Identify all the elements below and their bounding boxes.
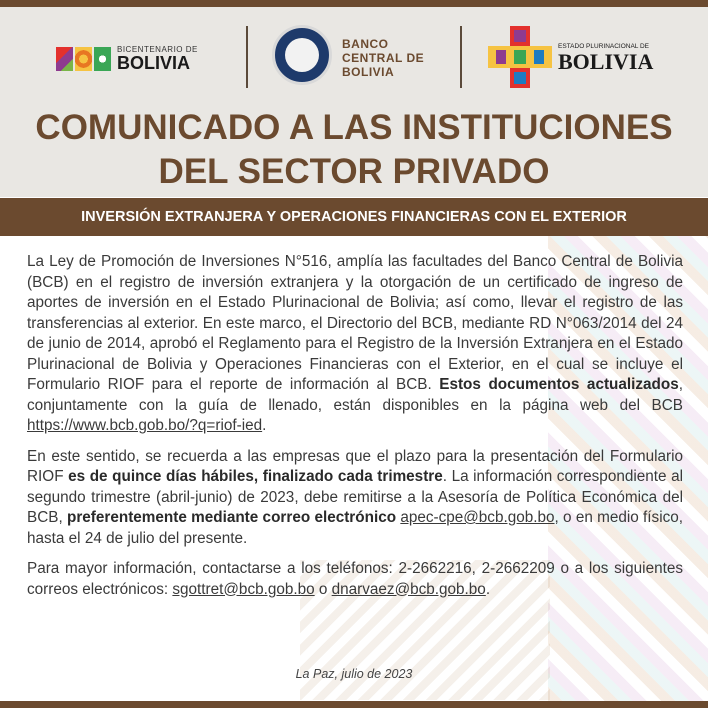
section-banner: INVERSIÓN EXTRANJERA Y OPERACIONES FINANCIERAS CON EL EXTERIOR	[0, 198, 708, 236]
logo-bar	[0, 22, 708, 92]
bicentenario-small-text: BICENTENARIO DE	[117, 45, 198, 54]
bicentenario-square-2	[75, 47, 92, 71]
estado-small-text: ESTADO PLURINACIONAL DE	[558, 43, 650, 50]
logo-divider-1	[246, 26, 248, 88]
bicentenario-square-3	[94, 47, 111, 71]
paragraph-3: Para mayor información, contactarse a los teléfonos: 2-2662216, 2-2662209 o a los siguientes correos electrónicos: sgottret@bcb.gob.bo o dnarvaez@bcb.gob.bo.	[27, 560, 683, 598]
deadline-bold: es de quince días hábiles, finalizado cada trimestre	[68, 468, 443, 485]
bcb-logo-text	[342, 37, 424, 79]
bcb-line-1: BANCO	[342, 37, 389, 51]
dnarvaez-email-link[interactable]: dnarvaez@bcb.gob.bo	[331, 580, 486, 598]
bicentenario-square-1	[56, 47, 73, 71]
paragraph-2: En este sentido, se recuerda a las empresas que el plazo para la presentación del Formulario RIOF es de quince días hábiles, finalizado cada trimestre. La información correspondiente al segundo trimestre (abril-junio) de 2023, debe remitirse a la Asesoría de Política Económica del BCB, preferentemente mediante correo electrónico apec-cpe@bcb.gob.bo, o en medio físico, hasta el 24 de julio del presente.	[27, 447, 684, 547]
bcb-line-3: BOLIVIA	[342, 65, 395, 79]
footer-date: La Paz, julio de 2023	[295, 667, 413, 681]
paragraph-1: La Ley de Promoción de Inversiones N°516, amplía las facultades del Banco Central de Bolivia (BCB) en el registro de inversión extranjera y la otorgación de un certificado de ingreso de aportes de inversión en el Estado Plurinacional de Bolivia; así como, llevar el registro de las transferencias al exterior. En este marco, el Directorio del BCB, mediante RD N°063/2014 del 24 de junio de 2014, aprobó el Reglamento para el Registro de la Inversión Extranjera en el Estado Plurinacional de Bolivia y Operaciones Financieras con el Exterior, en el cual se incluye el Formulario RIOF para el reporte de información al BCB. Estos documentos actualizados, conjuntamente con la guía de llenado, están disponibles en la página web del BCB https://www.bcb.gob.bo/?q=riof-ied.	[27, 253, 683, 434]
riof-link[interactable]: https://www.bcb.gob.bo/?q=riof-ied	[27, 417, 263, 434]
bottom-stripe	[0, 701, 708, 708]
bicentenario-logo	[56, 46, 198, 72]
estado-logo-text	[558, 44, 653, 73]
top-stripe	[0, 0, 708, 7]
title-line-1: COMUNICADO A LAS INSTITUCIONES	[35, 108, 673, 147]
estado-big-text: BOLIVIA	[558, 48, 654, 74]
logo-divider-2	[460, 26, 462, 88]
bold-text: Estos documentos actualizados	[439, 376, 679, 393]
bicentenario-big-text: BOLIVIA	[117, 53, 191, 73]
body-text	[27, 252, 683, 610]
bcb-seal-icon	[272, 25, 332, 85]
estado-mosaic-icon	[488, 26, 552, 88]
email-preference-bold: preferentemente mediante correo electrónico	[66, 509, 397, 526]
apec-email-link[interactable]: apec-cpe@bcb.gob.bo	[400, 509, 555, 526]
sgottret-email-link[interactable]: sgottret@bcb.gob.bo	[172, 580, 315, 598]
title-line-2: DEL SECTOR PRIVADO	[158, 152, 550, 191]
page-title	[0, 106, 708, 194]
bcb-line-2: CENTRAL DE	[342, 51, 425, 65]
